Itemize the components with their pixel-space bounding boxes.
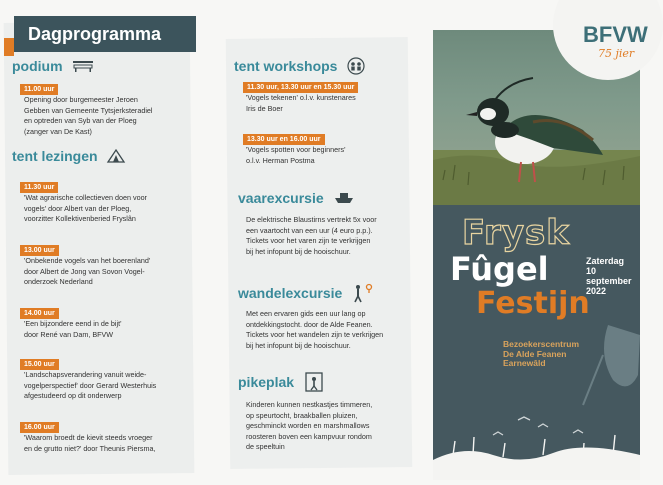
- time-badge: 11.00 uur: [20, 84, 58, 95]
- program-item-text: Opening door burgemeester Jeroen Gebben van Gemeente Tytsjerksteradiel en optreden van Syb van der Ploeg (zanger van De Kast): [24, 95, 153, 136]
- workshop-text: 'Vogels tekenen' o.l.v. kunstenares Iris de Boer: [246, 93, 356, 113]
- time-badge: 14.00 uur: [20, 308, 59, 319]
- people-icon: [347, 57, 365, 78]
- hiker-icon: [352, 283, 374, 306]
- program-item-text: 'Waarom broedt de kievit steeds vroeger en de grutto niet?' door Theunis Piersma,: [24, 433, 156, 453]
- section-title: tent workshops: [234, 58, 338, 75]
- time-badge: 13.00 uur: [20, 245, 59, 256]
- boat-icon: [334, 191, 354, 208]
- program-item-text: 'Onbekende vogels van het boerenland' door Albert de Jong van Sovon Vogel- onderzoek Nederland: [24, 256, 151, 286]
- vaar-text: De elektrische Blaustirns vertrekt 5x voor een vaartocht van een uur (4 euro p.p.). Tickets voor het varen zijn te verkrijgen bij het infopunt bij de hooischuur.: [246, 215, 377, 256]
- section-wandelexcursie: [238, 283, 374, 306]
- section-title: pikeplak: [238, 374, 295, 391]
- time-badge: 15.00 uur: [20, 359, 59, 370]
- title-line-1: Frysk: [462, 213, 570, 253]
- section-pikeplak: [238, 372, 324, 395]
- section-title: podium: [12, 58, 63, 74]
- kids-icon: [304, 372, 324, 395]
- logo-subtitle: 75 jier: [598, 47, 635, 60]
- program-item-text: 'Wat agrarische collectieven doen voor vogels' door Albert van der Ploeg, voorzitter Kollektivenberied Fryslân: [24, 193, 147, 223]
- section-title: vaarexcursie: [238, 190, 324, 206]
- wandel-text: Met een ervaren gids een uur lang op ontdekkingstocht. door de Alde Feanen. Tickets voor het wandelen zijn te verkrijgen bij het infopunt bij de hooischuur.: [246, 309, 384, 350]
- workshop-text: 'Vogels spotten voor beginners' o.l.v. Herman Postma: [246, 145, 346, 165]
- section-podium: [12, 58, 94, 75]
- program-item-text: 'Een bijzondere eend in de bijt' door René van Dam, BFVW: [24, 319, 122, 339]
- time-badge: 11.30 uur: [20, 182, 58, 193]
- section-workshops: [234, 57, 365, 78]
- logo: BFVW: [583, 22, 648, 47]
- time-badge: 16.00 uur: [20, 422, 59, 433]
- section-tent-lezingen: [12, 148, 125, 166]
- program-header: Dagprogramma: [14, 16, 196, 52]
- program-item-text: 'Landschapsverandering vanuit weide- vogelperspectief' door Gerard Westerhuis afgestudeerd op dit onderwerp: [24, 370, 157, 400]
- event-date: Zaterdag 10 september 2022: [586, 256, 632, 296]
- time-badge: 13.30 uur en 16.00 uur: [243, 134, 325, 145]
- tent-icon: [107, 149, 125, 166]
- section-title: wandelexcursie: [238, 285, 343, 302]
- section-title: tent lezingen: [12, 148, 98, 164]
- section-vaarexcursie: [238, 190, 354, 208]
- time-badge: 11.30 uur, 13.30 uur en 15.30 uur: [243, 82, 358, 93]
- stage-icon: [72, 60, 94, 75]
- event-venue: Bezoekerscentrum De Alde Feanen Earnewâld: [503, 339, 580, 368]
- title-line-3: Festijn: [476, 286, 590, 321]
- title-line-2: Fûgel: [450, 250, 549, 288]
- pike-text: Kinderen kunnen nestkastjes timmeren, op speurtocht, braakballen pluizen, geschminckt worden en marshmallows roosteren boven een kampvuur rondom de speeltuin: [246, 400, 373, 451]
